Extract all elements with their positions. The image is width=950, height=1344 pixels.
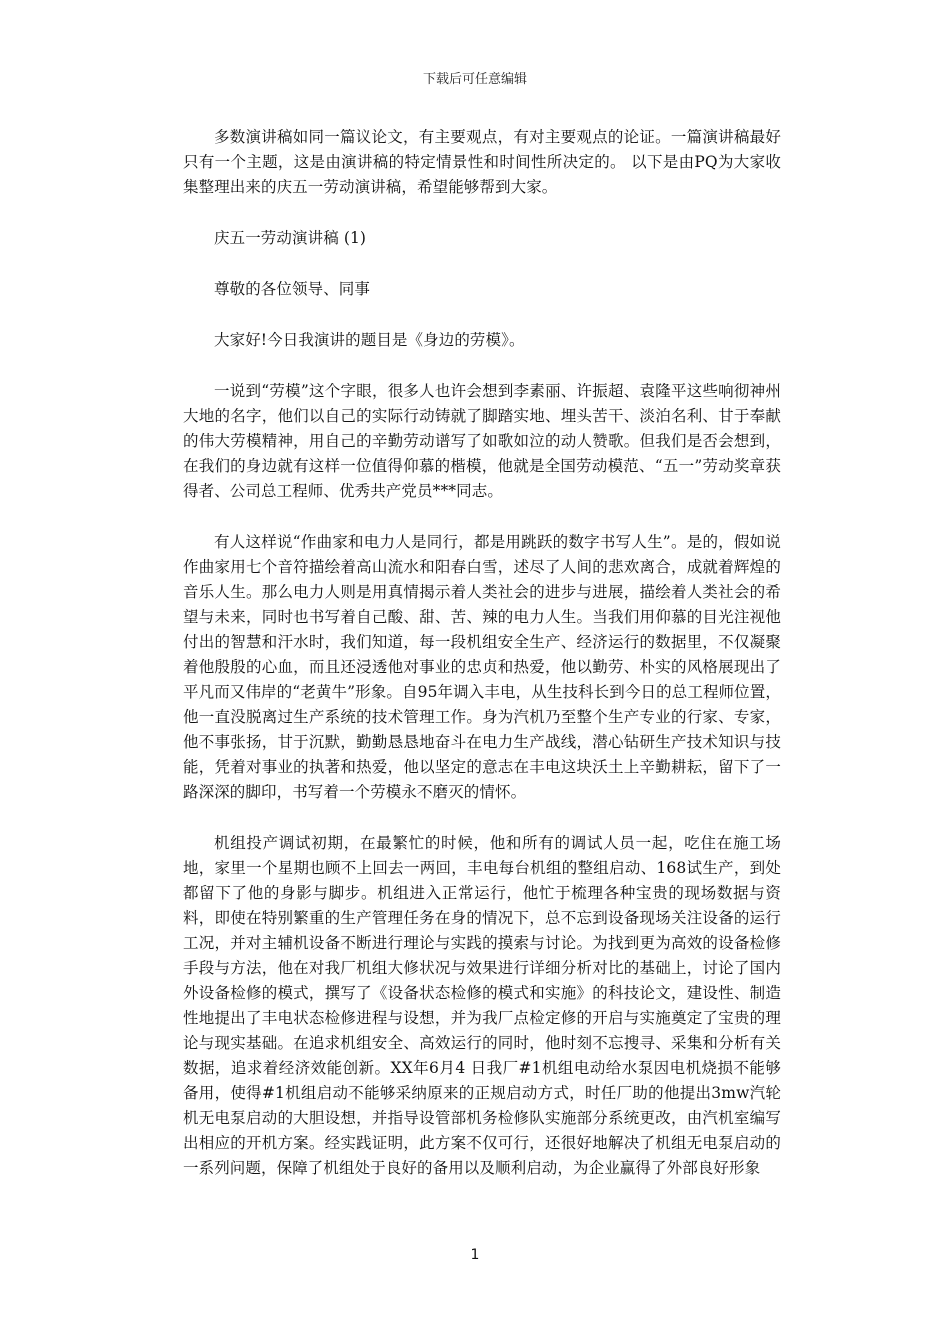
page-number: 1 <box>470 1247 480 1263</box>
intro-paragraph: 多数演讲稿如同一篇议论文，有主要观点，有对主要观点的论证。一篇演讲稿最好只有一个主题，这是由演讲稿的特定情景性和时间性所决定的。 以下是由PQ为大家收集整理出来的庆五一劳动演讲稿，希望能够帮到大家。 <box>183 128 781 196</box>
body-paragraph: 有人这样说“作曲家和电力人是同行，都是用跳跃的数字书写人生”。是的，假如说作曲家用七个音符描绘着高山流水和阳春白雪，述尽了人间的悲欢离合，成就着辉煌的音乐人生。那么电力人则是用真情揭示着人类社会的进步与进展，描绘着人类社会的希望与未来，同时也书写着自己酸、甜、苦、辣的电力人生。当我们用仰慕的目光注视他付出的智慧和汗水时，我们知道，每一段机组安全生产、经济运行的数据里，不仅凝聚着他殷殷的心血，而且还浸透他对事业的忠贞和热爱，他以勤劳、朴实的风格展现出了平凡而又伟岸的“老黄牛”形象。自95年调入丰电，从生技科长到今日的总工程师位置，他一直没脱离过生产系统的技术管理工作。身为汽机乃至整个生产专业的行家、专家，他不事张扬，甘于沉默，勤勤恳恳地奋斗在电力生产战线，潜心钻研生产技术知识与技能，凭着对事业的执著和热爱，他以坚定的意志在丰电这块沃土上辛勤耕耘，留下了一路深深的脚印，书写着一个劳模永不磨灭的情怀。 <box>183 533 781 801</box>
salutation: 尊敬的各位领导、同事 <box>214 280 371 298</box>
speech-title: 庆五一劳动演讲稿 (1) <box>214 229 367 247</box>
document-body <box>183 125 781 1207</box>
page-header-note: 下载后可任意编辑 <box>422 72 527 87</box>
greeting: 大家好!今日我演讲的题目是《身边的劳模》。 <box>214 331 525 349</box>
body-paragraph: 一说到“劳模”这个字眼，很多人也许会想到李素丽、许振超、袁隆平这些响彻神州大地的名字，他们以自己的实际行动铸就了脚踏实地、埋头苦干、淡泊名利、甘于奉献的伟大劳模精神，用自己的辛勤劳动谱写了如歌如泣的动人赞歌。但我们是否会想到，在我们的身边就有这样一位值得仰慕的楷模，他就是全国劳动模范、“五一”劳动奖章获得者、公司总工程师、优秀共产党员***同志。 <box>183 382 781 500</box>
body-paragraph: 机组投产调试初期，在最繁忙的时候，他和所有的调试人员一起，吃住在施工场地，家里一个星期也顾不上回去一两回，丰电每台机组的整组启动、168试生产，到处都留下了他的身影与脚步。机组进入正常运行，他忙于梳理各种宝贵的现场数据与资料，即使在特别繁重的生产管理任务在身的情况下，总不忘到设备现场关注设备的运行工况，并对主辅机设备不断进行理论与实践的摸索与讨论。为找到更为高效的设备检修手段与方法，他在对我厂机组大修状况与效果进行详细分析对比的基础上，讨论了国内外设备检修的模式，撰写了《设备状态检修的模式和实施》的科技论文，建设性、制造性地提出了丰电状态检修进程与设想，并为我厂点检定修的开启与实施奠定了宝贵的理论与现实基础。在追求机组安全、高效运行的同时，他时刻不忘搜寻、采集和分析有关数据，追求着经济效能创新。XX年6月4 日我厂#1机组电动给水泵因电机烧损不能够备用，使得#1机组启动不能够采纳原来的正规启动方式，时任厂助的他提出3mw汽轮机无电泵启动的大胆设想，并指导设管部机务检修队实施部分系统更改，由汽机室编写出相应的开机方案。经实践证明，此方案不仅可行，还很好地解决了机组无电泵启动的一系列问题，保障了机组处于良好的备用以及顺利启动，为企业赢得了外部良好形象 <box>183 834 781 1177</box>
